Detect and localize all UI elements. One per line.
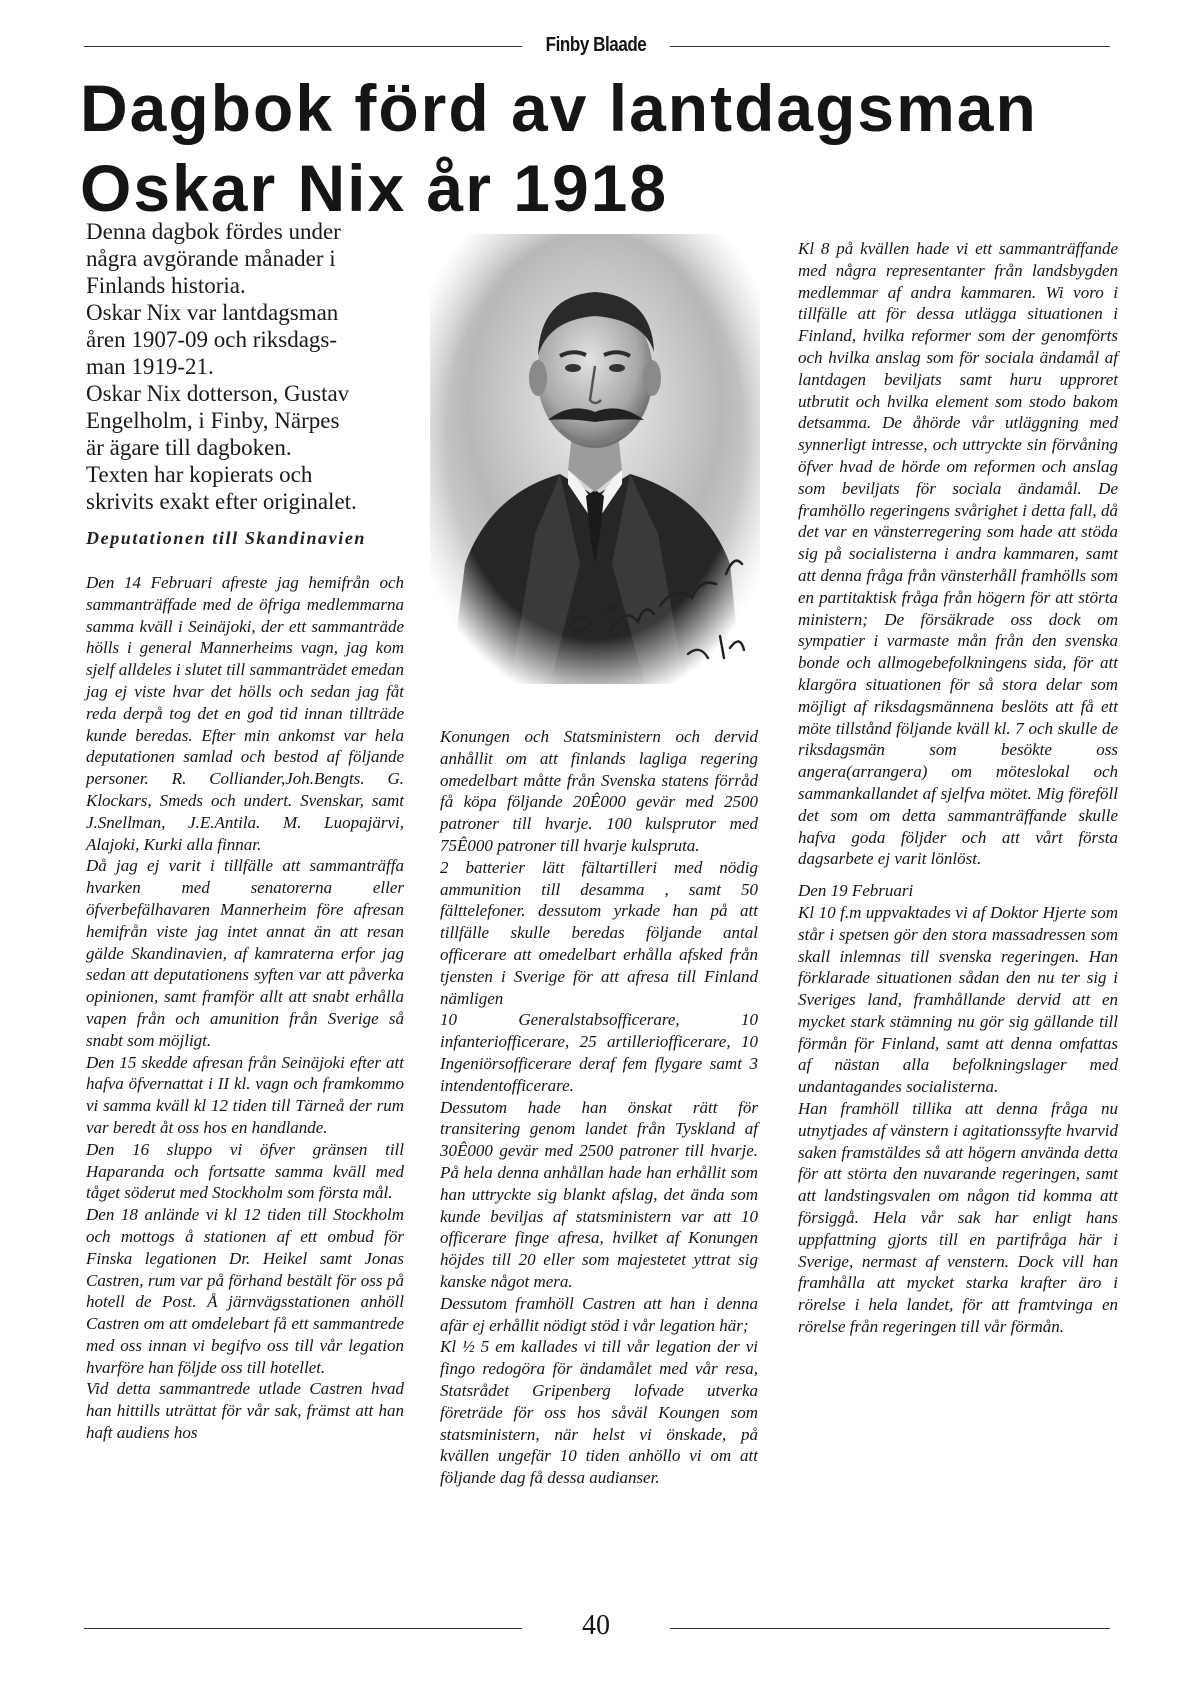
footer-rule-right [670,1628,1110,1629]
paragraph: Han framhöll tillika att denna fråga nu utnytjades af vänstern i agitationssyfte hvarvid saken framstäldes så att högern använda detta för att störta den nuvarande regeringen, samt att landstingsvalen om någon tid komma att försiggå. Hela vår sak har enligt hans uppfattning gjorts till en partifråga här i Sverige, nermast af venstern. Dock vill han framhålla att mycket starka krafter äro i rörelse i hela landet, för att framtvinga en rörelse från regeringen till vår förmån. [798,1099,1118,1337]
portrait-photo [430,234,760,684]
intro-line: Denna dagbok fördes under [86,219,341,244]
headline-line-2: Oskar Nix år 1918 [80,151,669,225]
paragraph: Kl 8 på kvällen hade vi ett sammanträffande med några representanter från landsbygden medlemmar af andra kammaren. Wi voro i tillfälle att för dessa utlägga situationen i Finland, hvilka reformer som der genomförts och hvilka anslag som för sociala ändamål af lantdagen beviljats samt huru upproret utbrutit och hvilka element som stodo bakom detsamma. De åhörde vår utläggning med synnerligt intresse, och uttryckte sin förvåning öfver hvad de hörde om reformen och anslag som beviljats för sociala ändamål. De framhöllo regeringens svårighet i detta fall, då det var en vänsterregering som hade att stöda sig på socialisterna i andra kammaren, samt att denna fråga från vänsterhåll framhölls som en partitaktisk fråga från högern för att störta ministern; De försäkrade oss dock om sympatier i varmaste mån från den svenska bonde och allmogebefolkningens sida, för att klargöra situationen för så stora delar som möjligt af riksdagsmännena beslöts att få ett möte tillstånd följande kväll kl. 7 och skulle de riksdagsmän som besökte oss angera(arrangera) om möteslokal och sammankallandet af sjelfva mötet. Mig föreföll det som om detta sammanträffande skulle hafva goda följder och att vårt första dagsarbete ej varit lönlöst. [798,239,1118,869]
paragraph: Dessutom framhöll Castren att han i denna afär ej erhållit nödigt stöd i vår legation här; [440,1293,758,1335]
paragraph: Kl ½ 5 em kallades vi till vår legation der vi fingo redogöra för ändamålet med vår resa, Statsrådet Gripenberg lofvade utverka företräde för oss hos såväl Koungen som statsministern, när helst vi önskade, på kvällen ungefär 10 tiden anhöllo vi om att följande dag få dessa audianser. [440,1337,758,1488]
paragraph: 2 batterier lätt fältartilleri med nödig ammunition till desamma , samt 50 fälttelefoner. dessutom yrkade han på att tillfälle skulle beredas följande antal officerare att omedelbart erhålla afsked från tjensten i Sverige för att afresa till Finland nämligen [440,857,758,1008]
article-headline [80,68,1120,228]
intro-line: några avgörande månader i [86,246,336,271]
intro-line: Oskar Nix var lantdagsman [86,300,339,325]
paragraph: Den 18 anlände vi kl 12 tiden till Stockholm och mottogs å stationen af ett ombud för Finska legationen Dr. Heikel samt Jonas Castren, rum var på förhand bestält för oss på hotell de Post. Å järnvägsstationen anhöll Castren om att omdelebart få ett sammantrede med oss innan vi begifvo oss till vår legation hvarföre han följde oss till hotellet. [86,1205,404,1377]
date-heading: Den 19 Februari [798,881,914,901]
paragraph: Konungen och Statsministern och dervid anhållit om att finlands lagliga regering omedelbart måtte från Svenska statens förråd få köpa följande 20Ê000 gevär med 2500 patroner till hvarje. 100 kulsprutor med 75Ê000 patroner till hvarje kulspruta. [440,727,758,855]
intro-line: Texten har kopierats och [86,462,313,487]
paragraph: Den 14 Februari afreste jag hemifrån och sammanträffade med de öfriga medlemmarna samma kväll i Seinäjoki, der ett sammanträde hölls i general Mannerheims vagn, jag kom sjelf alldeles i slutet till sammanträdet emedan jag ej viste hvar det hölls och sedan jag fåt reda derpå tog det en god tid innan tillträde kunde beredas. Efter min ankomst var hela deputationen samlad och bestod af följande personer. R. Colliander,Joh.Bengts. G. Klockars, Smeds och undert. Svenskar, samt J.Snellman, J.E.Antila. M. Luopajärvi, Alajoki, Kurki alla finnar. [86,573,404,854]
footer-rule-left [84,1628,522,1629]
paragraph: Den 16 sluppo vi öfver gränsen till Haparanda och fortsatte samma kväll med tåget söderut med Stockholm som första mål. [86,1139,404,1203]
intro-line: Engelholm, i Finby, Närpes [86,408,340,433]
paragraph: Då jag ej varit i tillfälle att sammanträffa hvarken med senatorerna eller öfverbefälhavaren Mannerheim före afresan hemifrån viste jag intet annat än att resan gälde Skandinavien, af kamraterna erfor jag sedan att deputationens syften var att påverka opinionen, samt framför allt att snabt erhålla vapen från och amunition från Sverige så snabt som möjligt. [86,856,404,1050]
header-rule-right [670,46,1110,47]
running-head: Finby Blaade [545,34,647,56]
text-column-2 [440,726,758,1489]
paragraph: Dessutom hade han önskat rätt för transitering genom landet från Tyskland af 30Ê000 gevär med 2500 patroner till hvarje. På hela denna anhållan hade han erhållit som han uttryckte sig blankt afslag, det ända som kunde beviljas af statsministern var att 10 officerare finge afresa, hvilket af Konungen höjdes till 20 eller som majestetet yttrat sig kanske något mera. [440,1097,758,1291]
headline-line-1: Dagbok förd av lantdagsman [80,71,1038,145]
intro-line: man 1919-21. [86,354,214,379]
header-rule-left [84,46,522,47]
intro-paragraph [86,218,416,515]
page-number: 40 [582,1610,610,1641]
intro-line: Finlands historia. [86,273,246,298]
paragraph: Vid detta sammantrede utlade Castren hvad han hittills uträttat för vår sak, främst att han haft audiens hos [86,1379,404,1443]
paragraph: 10 Generalstabsofficerare, 10 infanteriofficerare, 25 artilleriofficerare, 10 Ingeniörsofficerare deraf fem flygare samt 3 intendentofficerare. [440,1010,758,1095]
portrait-illustration [430,234,760,684]
intro-line: skrivits exakt efter originalet. [86,489,357,514]
intro-line: åren 1907-09 och riksdags- [86,327,338,352]
intro-line: är ägare till dagboken. [86,435,292,460]
text-column-3 [798,238,1118,1338]
paragraph: Kl 10 f.m uppvaktades vi af Doktor Hjerte som står i spetsen gör den stora massadressen som skall inlemnas till svenska regeringen. Han förklarade situationen sådan den nu ter sig i Sveriges land, framhållande dervid att en mycket stark stämning nu gör sig gällande till förmån för Finland, samt att denna omfattas af nästan alla befolkningslager med undantagandes socialisterna. [798,902,1118,1097]
text-column-1 [86,572,404,1444]
intro-line: Oskar Nix dotterson, Gustav [86,381,350,406]
section-heading: Deputationen till Skandinavien [86,528,367,548]
paragraph: Den 15 skedde afresan från Seinäjoki efter att hafva öfvernattat i II kl. vagn och framkommo vi samma kväll kl 12 tiden till Tärneå der rum var beredt åt oss hos en handlande. [86,1052,404,1137]
